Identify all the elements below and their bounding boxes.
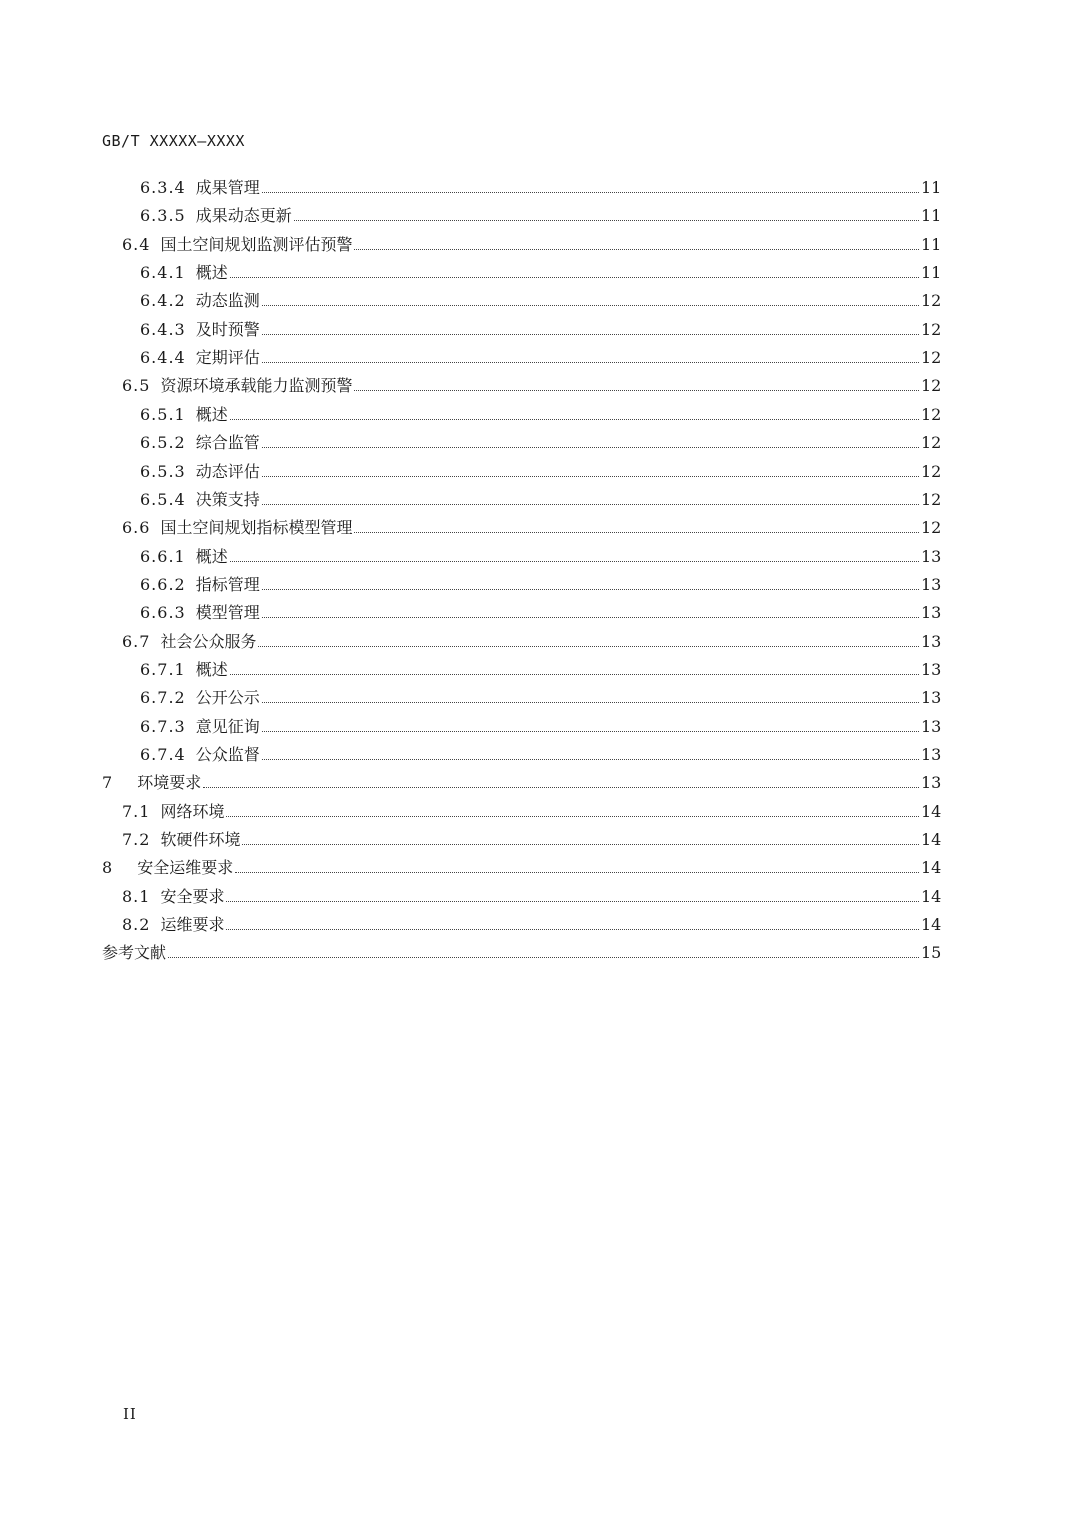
- toc-entry-number: 7.1: [122, 801, 151, 821]
- toc-entry-title: 公众监督: [195, 745, 260, 764]
- toc-entry-page: 14: [921, 886, 942, 906]
- toc-leader-dots: [230, 560, 919, 562]
- toc-entry-number: 6.7.4: [140, 745, 186, 764]
- toc-entry-number: 6.6.1: [140, 546, 186, 566]
- toc-leader-dots: [262, 503, 919, 505]
- toc-entry-number: 6.4.1: [140, 263, 186, 283]
- toc-entry-title: 网络环境: [160, 801, 225, 821]
- toc-entry-page: 12: [921, 404, 942, 424]
- toc-entry[interactable]: [140, 741, 941, 769]
- toc-entry-number: 6.5.2: [140, 433, 186, 453]
- toc-entry-title: 环境要求: [137, 773, 202, 793]
- toc-entry-title: 安全运维要求: [137, 858, 234, 878]
- toc-entry-page: 13: [921, 773, 942, 793]
- toc-entry-page: 15: [921, 943, 942, 963]
- toc-entry-number: 6.4.2: [140, 291, 186, 311]
- toc-entry-title: 成果动态更新: [195, 206, 292, 226]
- toc-entry-title: 综合监管: [195, 433, 260, 453]
- toc-entry-number: 6.7.2: [140, 688, 186, 708]
- toc-entry-page: 13: [921, 603, 942, 623]
- toc-entry-page: 11: [921, 178, 942, 197]
- toc-entry-number: 6.4: [122, 234, 151, 254]
- toc-leader-dots: [230, 276, 919, 278]
- toc-entry-title: 参考文献: [102, 943, 167, 963]
- toc-leader-dots: [354, 389, 919, 391]
- toc-entry-page: 12: [921, 433, 942, 453]
- toc-entry-title: 概述: [195, 659, 228, 679]
- toc-leader-dots: [262, 361, 919, 363]
- toc-entry[interactable]: [122, 798, 941, 826]
- toc-entry-number: 6.6: [122, 518, 151, 538]
- toc-entry-number: 8.2: [122, 915, 151, 935]
- toc-entry[interactable]: [140, 486, 941, 514]
- toc-leader-dots: [262, 730, 919, 732]
- toc-entry-title: 动态评估: [195, 461, 260, 481]
- toc-entry-number: 6.3.4: [140, 178, 186, 197]
- toc-entry[interactable]: [140, 316, 941, 344]
- toc-leader-dots: [235, 871, 919, 873]
- toc-leader-dots: [226, 900, 919, 902]
- toc-leader-dots: [230, 418, 919, 420]
- toc-entry-title: 成果管理: [195, 178, 260, 197]
- toc-entry-number: 8.1: [122, 886, 151, 906]
- toc-leader-dots: [262, 446, 919, 448]
- toc-entry[interactable]: [102, 854, 941, 882]
- toc-entry[interactable]: [140, 401, 941, 429]
- toc-entry-number: 6.3.5: [140, 206, 186, 226]
- toc-entry-title: 概述: [195, 404, 228, 424]
- toc-entry-page: 12: [921, 291, 942, 311]
- toc-entry[interactable]: [122, 231, 941, 259]
- toc-entry[interactable]: [122, 826, 941, 854]
- toc-entry-title: 软硬件环境: [160, 830, 241, 850]
- toc-entry-page: 11: [921, 234, 942, 254]
- toc-entry[interactable]: [140, 571, 941, 599]
- toc-entry[interactable]: [140, 287, 941, 315]
- toc-leader-dots: [262, 701, 919, 703]
- toc-entry-title: 模型管理: [195, 603, 260, 623]
- toc-entry[interactable]: [122, 911, 941, 939]
- toc-leader-dots: [168, 956, 919, 958]
- toc-leader-dots: [262, 333, 919, 335]
- toc-leader-dots: [262, 475, 919, 477]
- toc-entry-page: 12: [921, 376, 942, 396]
- toc-leader-dots: [226, 815, 919, 817]
- toc-entry-page: 12: [921, 348, 942, 368]
- toc-leader-dots: [258, 645, 919, 647]
- toc-leader-dots: [226, 928, 919, 930]
- toc-entry-number: 6.4.3: [140, 319, 186, 339]
- toc-entry-title: 定期评估: [195, 348, 260, 368]
- toc-entry[interactable]: [102, 769, 941, 797]
- toc-leader-dots: [203, 786, 919, 788]
- toc-entry-title: 概述: [195, 546, 228, 566]
- toc-entry-number: 8: [102, 858, 114, 878]
- toc-entry-number: 6.7.1: [140, 659, 186, 679]
- toc-leader-dots: [354, 248, 919, 250]
- toc-entry[interactable]: [140, 543, 941, 571]
- toc-entry-number: 6.7: [122, 631, 151, 651]
- toc-entry-title: 指标管理: [195, 574, 260, 594]
- toc-entry-page: 11: [921, 206, 942, 226]
- toc-leader-dots: [242, 843, 919, 845]
- toc-entry-title: 决策支持: [195, 489, 260, 509]
- toc-entry-number: 6.5.1: [140, 404, 186, 424]
- toc-entry[interactable]: [140, 259, 941, 287]
- toc-entry[interactable]: [140, 202, 941, 230]
- document-code-header: GB/T XXXXX—XXXX: [102, 132, 245, 150]
- toc-entry-title: 运维要求: [160, 915, 225, 935]
- toc-entry[interactable]: [122, 514, 941, 542]
- toc-entry-title: 概述: [195, 263, 228, 283]
- toc-entry-page: 12: [921, 319, 942, 339]
- toc-entry[interactable]: [140, 684, 941, 712]
- toc-entry-page: 14: [921, 915, 942, 935]
- toc-entry-page: 13: [921, 546, 942, 566]
- toc-entry[interactable]: [102, 939, 941, 967]
- toc-leader-dots: [262, 304, 919, 306]
- toc-leader-dots: [230, 673, 919, 675]
- toc-entry-page: 13: [921, 631, 942, 651]
- toc-entry-page: 14: [921, 801, 942, 821]
- toc-entry-title: 动态监测: [195, 291, 260, 311]
- toc-entry-title: 公开公示: [195, 688, 260, 708]
- toc-entry-page: 11: [921, 263, 942, 283]
- toc-entry-number: 7.2: [122, 830, 151, 850]
- toc-entry-number: 7: [102, 773, 114, 793]
- toc-entry-number: 6.6.2: [140, 574, 186, 594]
- toc-entry-page: 12: [921, 489, 942, 509]
- toc-entry-page: 13: [921, 659, 942, 679]
- toc-entry-number: 6.5.4: [140, 489, 186, 509]
- toc-entry[interactable]: [140, 458, 941, 486]
- toc-entry-title: 国土空间规划指标模型管理: [160, 518, 353, 538]
- toc-entry[interactable]: [140, 656, 941, 684]
- toc-entry-number: 6.6.3: [140, 603, 186, 623]
- toc-entry-title: 社会公众服务: [160, 631, 257, 651]
- toc-entry-title: 国土空间规划监测评估预警: [160, 234, 353, 254]
- toc-entry[interactable]: [140, 713, 941, 741]
- toc-entry-number: 6.5: [122, 376, 151, 396]
- toc-entry[interactable]: [140, 174, 941, 202]
- page-number-footer: II: [123, 1405, 137, 1423]
- toc-leader-dots: [262, 616, 919, 618]
- toc-entry-page: 13: [921, 574, 942, 594]
- toc-entry-title: 安全要求: [160, 886, 225, 906]
- toc-leader-dots: [262, 191, 919, 193]
- toc-entry[interactable]: [122, 372, 941, 400]
- toc-entry[interactable]: [140, 429, 941, 457]
- toc-entry-page: 13: [921, 716, 942, 736]
- toc-entry[interactable]: [140, 599, 941, 627]
- toc-leader-dots: [262, 588, 919, 590]
- toc-entry-page: 13: [921, 745, 942, 764]
- toc-entry-page: 14: [921, 858, 942, 878]
- toc-entry[interactable]: [122, 628, 941, 656]
- toc-entry-page: 14: [921, 830, 942, 850]
- toc-entry-title: 意见征询: [195, 716, 260, 736]
- toc-entry-title: 及时预警: [195, 319, 260, 339]
- toc-leader-dots: [294, 219, 919, 221]
- toc-entry-number: 6.4.4: [140, 348, 186, 368]
- toc-entry-page: 12: [921, 518, 942, 538]
- toc-entry-page: 13: [921, 688, 942, 708]
- toc-entry-title: 资源环境承载能力监测预警: [160, 376, 353, 396]
- toc-entry[interactable]: [140, 344, 941, 372]
- toc-leader-dots: [354, 531, 919, 533]
- toc-entry-number: 6.7.3: [140, 716, 186, 736]
- toc-entry-page: 12: [921, 461, 942, 481]
- toc-entry-number: 6.5.3: [140, 461, 186, 481]
- toc-entry[interactable]: [122, 883, 941, 911]
- toc-leader-dots: [262, 758, 919, 760]
